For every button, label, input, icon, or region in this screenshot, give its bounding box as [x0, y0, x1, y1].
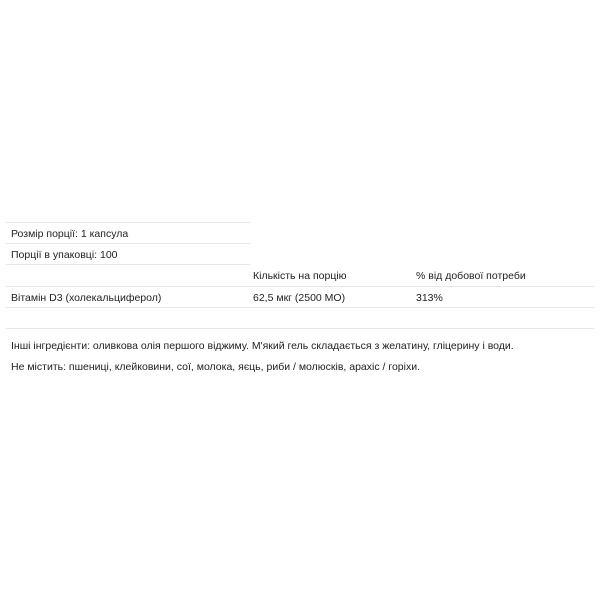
section-divider — [6, 308, 594, 329]
nutrient-name: Вітамін D3 (холекальциферол) — [11, 291, 162, 304]
supplement-facts-table — [6, 222, 594, 329]
daily-value-header: % від добової потреби — [416, 270, 526, 282]
free-from-text: Не містить: пшениці, клейковини, сої, молока, яєць, риби / молюсків, арахіс / горіхи. — [11, 361, 420, 373]
table-row — [6, 287, 594, 309]
nutrient-amount: 62,5 мкг (2500 МО) — [253, 291, 346, 304]
serving-size-label: Розмір порції: 1 капсула — [11, 228, 129, 240]
amount-per-serving-header: Кількість на порцію — [253, 270, 347, 282]
nutrient-daily-value: 313% — [416, 291, 443, 304]
serving-size-row — [6, 222, 250, 244]
table-header-row — [6, 265, 594, 287]
servings-per-container-label: Порції в упаковці: 100 — [11, 248, 118, 261]
other-ingredients-text: Інші інгредієнти: оливкова олія першого віджиму. М'який гель складається з желатину, гліцерину і води. — [11, 340, 514, 352]
servings-per-container-row — [6, 244, 250, 266]
